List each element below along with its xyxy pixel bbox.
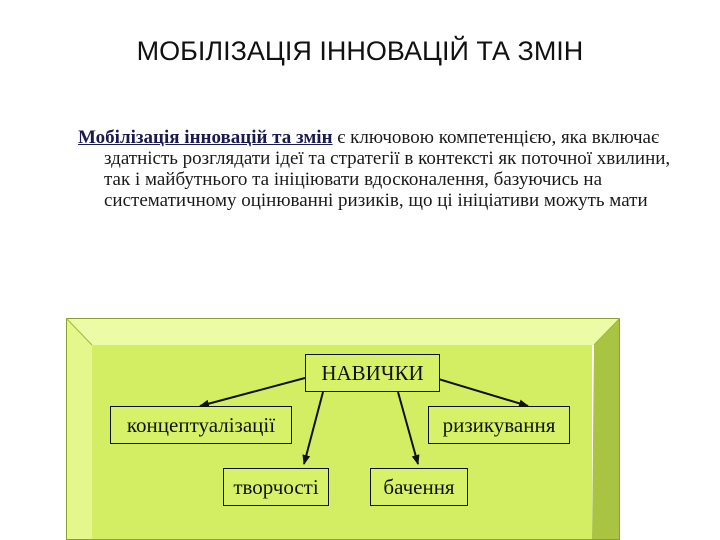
node-risk-taking: ризикування (428, 406, 570, 444)
arrow-to-risk-taking (435, 378, 528, 406)
arrow-to-conceptualization (200, 378, 305, 406)
definition-text: є ключовою компетенцією, яка включає здатність розглядати ідеї та стратегії в контексті як поточної хвилини, так і майбутнього та ініціювати вдосконалення, базуючись на систематичному оцінюванні ризиків, що ці ініціативи можуть мати (104, 127, 671, 211)
node-skills: НАВИЧКИ (305, 354, 440, 392)
slide-title: МОБІЛІЗАЦІЯ ІННОВАЦІЙ ТА ЗМІН (136, 36, 584, 66)
node-creativity: творчості (223, 468, 329, 506)
node-vision: бачення (370, 468, 468, 506)
arrow-to-creativity (304, 392, 323, 464)
definition-term: Мобілізація інновацій та змін (78, 127, 333, 148)
arrow-to-vision (398, 392, 418, 464)
node-conceptualization: концептуалізації (110, 406, 292, 444)
